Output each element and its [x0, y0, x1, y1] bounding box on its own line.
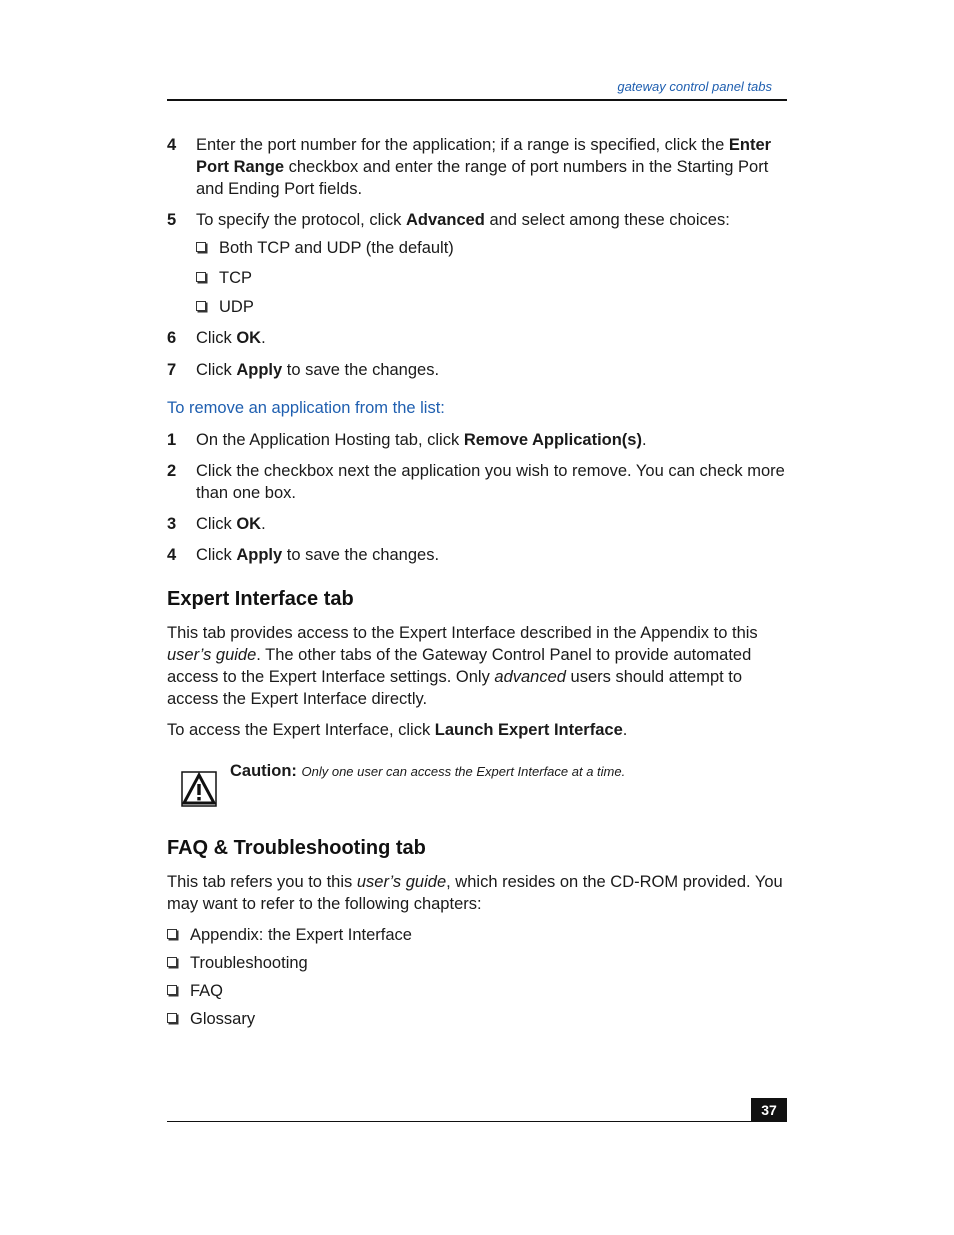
step-text: Click the checkbox next the application you wish to remove. You can check more than one box.	[196, 462, 785, 502]
step-item	[167, 460, 787, 504]
list-item	[167, 1008, 255, 1030]
page-number: 37	[751, 1098, 787, 1122]
step-item	[167, 134, 787, 200]
header-rule	[167, 99, 787, 101]
step-text: .	[261, 329, 266, 347]
bullet-box-icon	[167, 957, 177, 967]
list-item	[167, 924, 412, 946]
bullet-box-icon	[167, 1013, 177, 1023]
step-text: checkbox and enter the range of port numbers in the Starting Port and Ending Port fields.	[196, 158, 769, 198]
step-bold: Advanced	[406, 211, 485, 229]
para-text: . The other tabs of the Gateway Control Panel to provide automated access to the Expert Interface settings. Only	[167, 646, 752, 686]
step-item	[167, 359, 787, 381]
list-item	[167, 980, 223, 1002]
bullet-box-icon	[196, 272, 206, 282]
remove-subheading: To remove an application from the list:	[167, 399, 445, 417]
para-italic: advanced	[494, 668, 566, 686]
step-number: 1	[167, 431, 177, 449]
step-text: to save the changes.	[282, 361, 440, 379]
caution-note	[230, 762, 625, 781]
running-header: gateway control panel tabs	[617, 79, 772, 94]
list-item-text: FAQ	[190, 982, 224, 1000]
step-number: 6	[167, 329, 177, 347]
para-bold: Launch Expert Interface	[434, 721, 623, 739]
step-text: to save the changes.	[282, 546, 440, 564]
list-item	[167, 952, 308, 974]
para-text: .	[622, 721, 628, 739]
list-item-text: Glossary	[190, 1010, 256, 1028]
step-bold: Apply	[236, 546, 283, 564]
step-item	[167, 327, 787, 349]
step-bold: Enter Port Range	[196, 136, 772, 176]
step-text: .	[641, 431, 647, 449]
expert-paragraph	[167, 622, 787, 710]
list-item	[196, 296, 254, 318]
list-item	[196, 267, 252, 289]
para-italic: user’s guide	[167, 646, 257, 664]
bullet-box-icon	[167, 929, 177, 939]
step-text: Click	[196, 546, 237, 564]
step-number: 2	[167, 462, 177, 480]
para-text: To access the Expert Interface, click	[167, 721, 435, 739]
step-text: To specify the protocol, click	[196, 211, 407, 229]
list-item-text: TCP	[219, 269, 252, 287]
list-item-text: UDP	[219, 298, 254, 316]
faq-paragraph	[167, 871, 787, 915]
caution-text: Only one user can access the Expert Interface at a time.	[301, 764, 626, 779]
step-item	[167, 429, 787, 451]
faq-heading: FAQ & Troubleshooting tab	[167, 837, 426, 859]
expert-launch-paragraph	[167, 719, 787, 741]
para-text: This tab provides access to the Expert Interface described in the Appendix to this	[167, 624, 758, 642]
list-item	[196, 237, 454, 259]
step-item	[167, 513, 787, 535]
bullet-box-icon	[167, 985, 177, 995]
warning-triangle-icon	[181, 771, 217, 807]
step-text: On the Application Hosting tab, click	[196, 431, 464, 449]
step-bold: OK	[236, 515, 262, 533]
step-bold: OK	[236, 329, 262, 347]
step-number: 4	[167, 136, 177, 154]
bullet-box-icon	[196, 301, 206, 311]
step-text: Click	[196, 329, 237, 347]
step-item	[167, 544, 787, 566]
para-text: This tab refers you to this	[167, 873, 357, 891]
list-item-text: Troubleshooting	[190, 954, 308, 972]
para-text: , which resides on the CD-ROM provided. You may want to refer to the following chapters:	[167, 873, 783, 913]
list-item-text: Both TCP and UDP (the default)	[219, 239, 454, 257]
caution-label: Caution:	[230, 762, 297, 780]
step-number: 7	[167, 361, 177, 379]
step-number: 5	[167, 211, 177, 229]
step-text: and select among these choices:	[484, 211, 730, 229]
para-text: users should attempt to access the Expert Interface directly.	[167, 668, 743, 708]
step-number: 3	[167, 515, 177, 533]
para-italic: user’s guide	[356, 873, 447, 891]
step-text: Enter the port number for the application; if a range is specified, click the	[196, 136, 729, 154]
step-bold: Apply	[236, 361, 283, 379]
bullet-box-icon	[196, 242, 206, 252]
footer-rule	[167, 1121, 787, 1122]
expert-interface-heading: Expert Interface tab	[167, 588, 354, 610]
step-bold: Remove Application(s)	[463, 431, 642, 449]
list-item-text: Appendix: the Expert Interface	[190, 926, 412, 944]
step-number: 4	[167, 546, 177, 564]
step-item	[167, 209, 787, 231]
step-text: .	[261, 515, 266, 533]
step-text: Click	[196, 361, 237, 379]
step-text: Click	[196, 515, 237, 533]
